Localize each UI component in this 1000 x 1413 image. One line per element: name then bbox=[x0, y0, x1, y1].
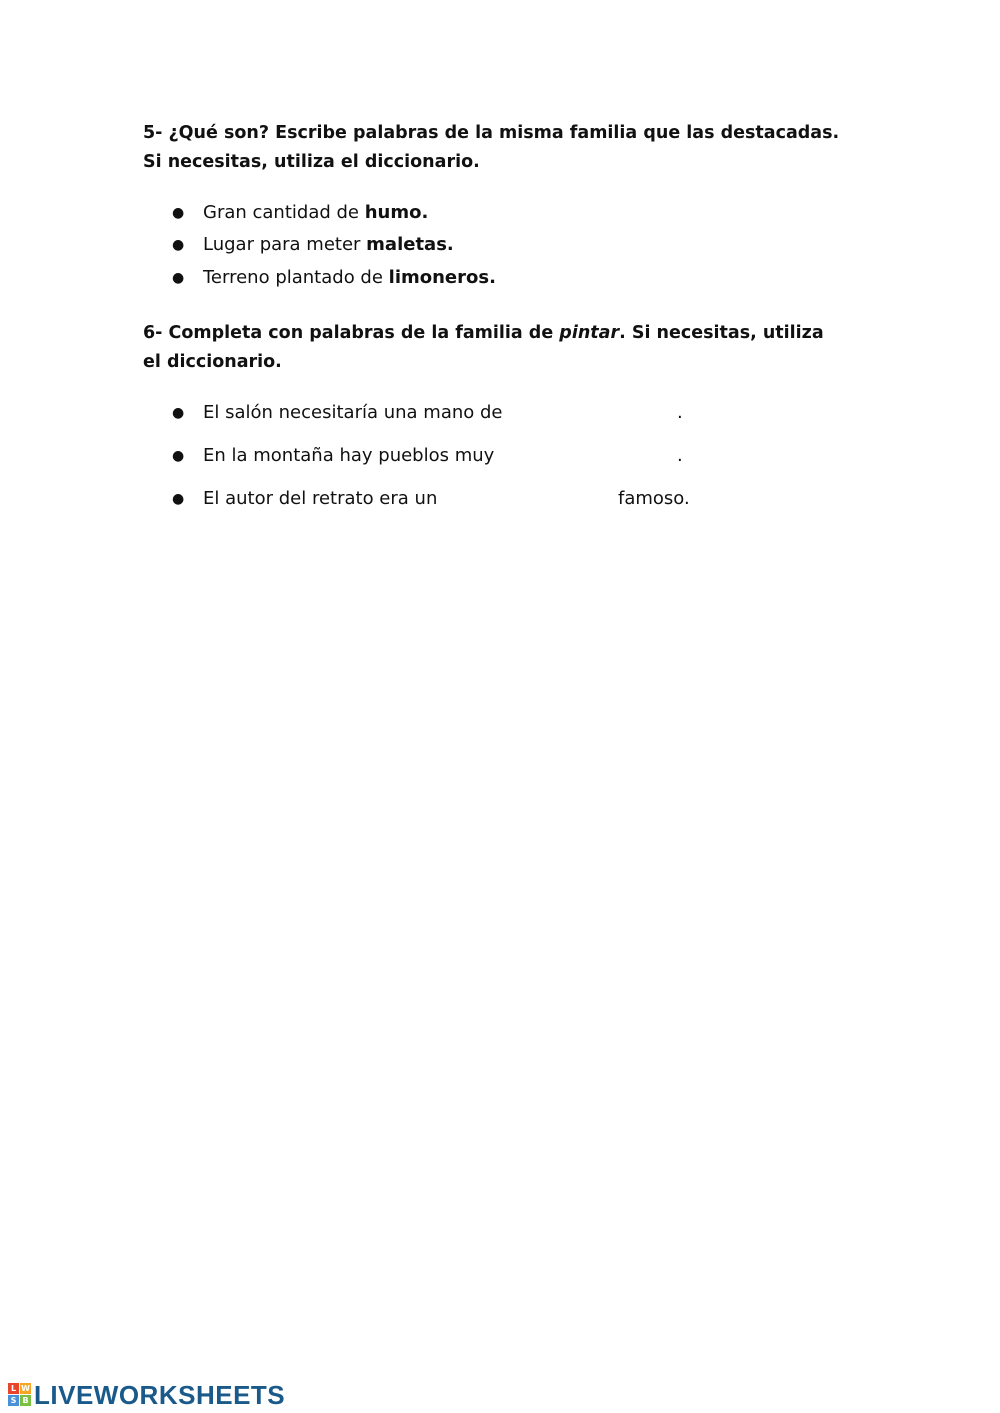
answer-blank[interactable] bbox=[497, 444, 672, 468]
item-text-after: . bbox=[677, 445, 683, 466]
item-text-after: famoso. bbox=[618, 488, 690, 509]
liveworksheets-logo bbox=[8, 1381, 285, 1409]
answer-blank[interactable] bbox=[462, 487, 612, 511]
exercise-5-heading-line1: 5- ¿Qué son? Escribe palabras de la misma familia que las destacadas. bbox=[143, 123, 840, 143]
logo-tiles-icon: L W S B bbox=[8, 1383, 32, 1407]
exercise-5-heading bbox=[143, 119, 863, 177]
exercise-6-heading-line2: el diccionario. bbox=[143, 352, 282, 372]
brand-name: LIVEWORKSHEETS bbox=[34, 1379, 286, 1410]
exercise-6-heading-prefix: 6- Completa con palabras de la familia de bbox=[143, 323, 560, 343]
bullet-icon: ● bbox=[172, 270, 185, 286]
exercise-6-heading bbox=[143, 319, 863, 377]
item-keyword: humo. bbox=[364, 202, 429, 223]
bullet-icon: ● bbox=[172, 491, 185, 507]
exercise-6-heading-suffix: . Si necesitas, utiliza bbox=[619, 323, 824, 343]
item-text-after: . bbox=[677, 402, 683, 423]
bullet-icon: ● bbox=[172, 448, 185, 464]
item-text: Terreno plantado de bbox=[203, 267, 389, 288]
exercise-5-heading-line2: Si necesitas, utiliza el diccionario. bbox=[143, 152, 480, 172]
item-keyword: maletas. bbox=[366, 234, 454, 255]
bullet-icon: ● bbox=[172, 237, 185, 253]
bullet-icon: ● bbox=[172, 405, 185, 421]
item-text: En la montaña hay pueblos muy bbox=[203, 445, 495, 466]
answer-blank[interactable] bbox=[512, 401, 672, 425]
exercise-6-heading-keyword: pintar bbox=[559, 323, 620, 343]
item-text: El salón necesitaría una mano de bbox=[203, 402, 503, 423]
item-text: El autor del retrato era un bbox=[203, 488, 438, 509]
item-keyword: limoneros. bbox=[388, 267, 496, 288]
item-text: Lugar para meter bbox=[203, 234, 367, 255]
bullet-icon: ● bbox=[172, 205, 185, 221]
item-text: Gran cantidad de bbox=[203, 202, 365, 223]
